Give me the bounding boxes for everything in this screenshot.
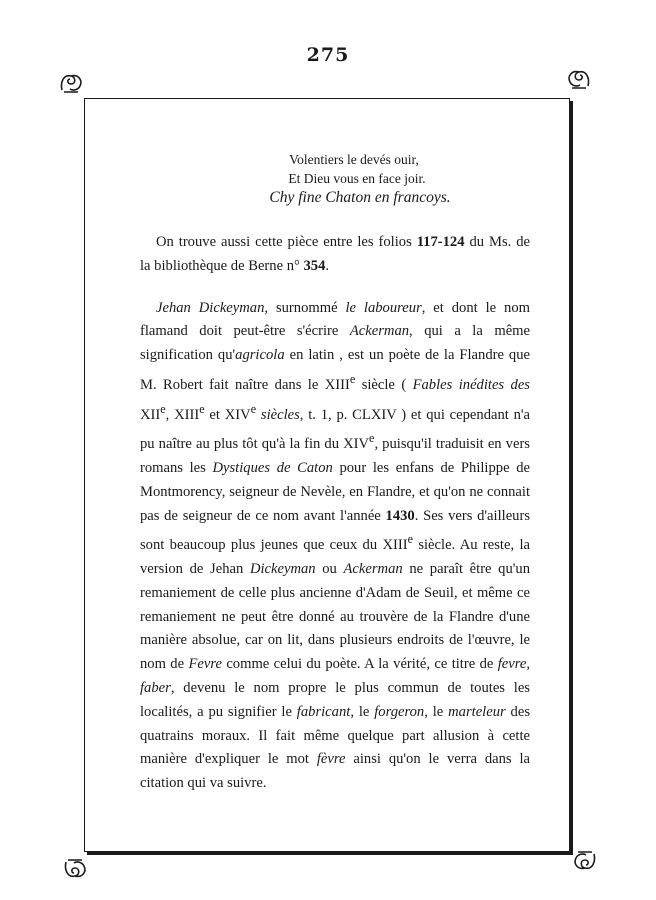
text-run: et XIV <box>204 406 251 423</box>
paragraph-manuscript <box>140 231 530 279</box>
text-run: du Ms. de la bibliothèque de Berne n° <box>140 234 530 274</box>
term: forgeron <box>374 703 425 720</box>
text-run: , XIII <box>165 406 200 423</box>
text-run: , puisqu'il traduisit en vers romans les <box>140 436 530 476</box>
superscript: e <box>199 401 205 416</box>
text-run: On trouve aussi cette pièce entre les folios <box>156 234 417 250</box>
superscript: e <box>160 401 166 416</box>
text-run: ainsi qu'on le verra dans la citation qui va suivre. <box>140 751 530 792</box>
author-name: Fevre <box>188 656 222 673</box>
author-name: Dickeyman <box>249 561 316 577</box>
text-run: , le <box>350 703 375 720</box>
book-title: Fables inédites des <box>412 376 530 393</box>
author-name: Ackerman <box>349 323 410 340</box>
verse-line: Et Dieu vous en face joir. <box>288 171 426 186</box>
term: fevre, faber <box>140 656 530 696</box>
text-run: en latin , est un poète de la Flandre que M. Robert fait naître dans le XIII <box>140 347 531 393</box>
text-run: , le <box>424 703 449 720</box>
term: fabricant <box>296 703 351 720</box>
text-run: , et dont le nom flamand doit peut-être s'écrire <box>140 299 530 340</box>
verse-closing-line: Chy fine Chaton en francoys. <box>269 189 451 206</box>
author-name: Ackerman <box>343 561 403 577</box>
fleuron-icon <box>566 66 592 92</box>
text-run: , surnommé <box>264 299 346 316</box>
latin-term: agricola <box>235 347 285 364</box>
fleuron-icon <box>62 856 88 882</box>
epithet: le laboureur <box>345 299 422 316</box>
superscript: e <box>250 401 257 416</box>
superscript: e <box>369 431 375 446</box>
term: fèvre <box>316 751 346 768</box>
year: 1430 <box>385 507 415 524</box>
paragraph-dickeyman <box>140 297 530 796</box>
text-run: pour les enfans de Philippe de Montmorency, seigneur de Nevèle, en Flandre, et qu'on ne connait pas de seigneur de ce nom avant l'année <box>140 459 530 524</box>
text-run: . <box>325 257 330 274</box>
text-run: siècle ( <box>355 376 413 393</box>
folio-range: 117-124 <box>416 234 465 250</box>
text-run: , qui a la même signification qu' <box>140 323 530 364</box>
text-run: ne paraît être qu'un remaniement de celle plus ancienne d'Adam de Seuil, et même ce remaniement ne peut être donné au trouvère de la Flandre d'une manière absolue, car on lit, dans plusieurs endroits de l'œuvre, le nom de <box>140 561 531 673</box>
text-run: . Ses vers d'ailleurs sont beaucoup plus jeunes que ceux du XIII <box>140 507 531 554</box>
page-content <box>140 150 530 796</box>
manuscript-number: 354 <box>303 257 326 274</box>
verse-excerpt <box>150 150 530 207</box>
book-title: siècles <box>260 406 300 423</box>
fleuron-icon <box>572 848 598 874</box>
verse-line: Volentiers le devés ouir, <box>289 152 419 167</box>
text-run: comme celui du poète. A la vérité, ce titre de <box>221 656 498 673</box>
text-run: , devenu le nom propre le plus commun de toutes les localités, a pu signifier le <box>140 679 530 720</box>
text-run: des quatrains moraux. Il fait même quelque part allusion à cette manière d'expliquer le mot <box>140 703 530 768</box>
author-name: Jehan Dickeyman <box>156 299 265 316</box>
fleuron-icon <box>58 70 84 96</box>
text-run: ou <box>315 561 344 577</box>
work-title: Dystiques de Caton <box>212 459 333 476</box>
page-number: 275 <box>306 44 350 66</box>
text-run: siècle. Au reste, la version de Jehan <box>140 537 530 577</box>
superscript: e <box>349 371 356 386</box>
term: marteleur <box>448 703 506 720</box>
text-run: , t. 1, p. CLXIV ) et qui cependant n'a pu naître au plus tôt qu'à la fin du XIV <box>140 406 531 453</box>
text-run: XII <box>140 406 161 423</box>
superscript: e <box>407 532 413 547</box>
